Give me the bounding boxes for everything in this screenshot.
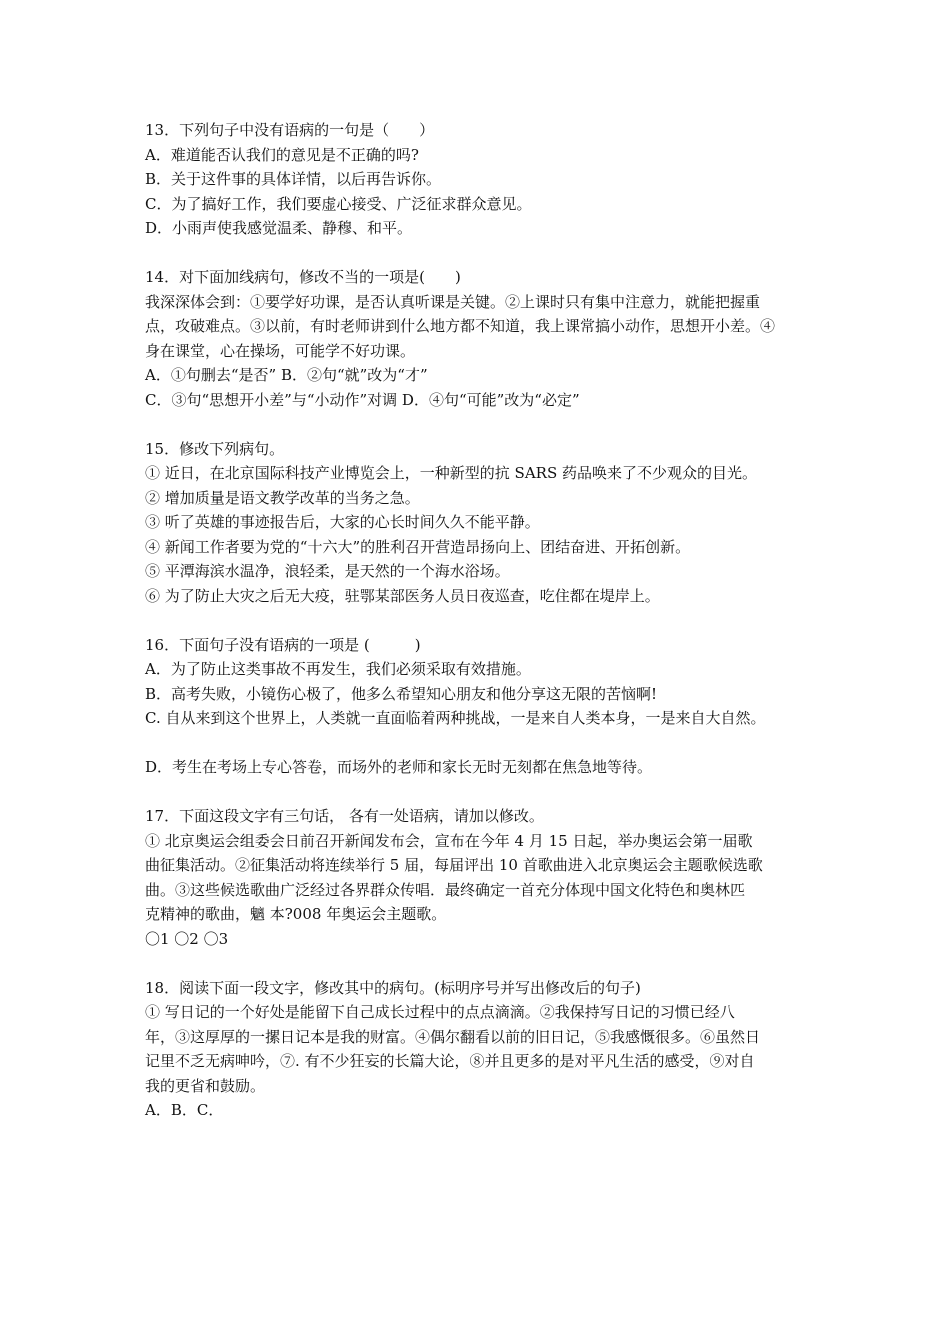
blank-line <box>145 731 835 756</box>
question-17-passage-line: ① 北京奥运会组委会日前召开新闻发布会，宣布在今年 4 月 15 日起，举办奥运会第一届歌 <box>145 831 753 850</box>
question-16-option-d: D．考生在考场上专心答卷，而场外的老师和家长无时无刻都在焦急地等待。 <box>145 758 653 776</box>
question-14-passage-line: 点，攻破难点。③以前，有时老师讲到什么地方都不知道，我上课常搞小动作，思想开小差。④ <box>145 317 776 335</box>
question-17-stem: 17．下面这段文字有三句话， 各有一处语病，请加以修改。 <box>145 807 544 825</box>
question-18-passage-line: 年，③这厚厚的一摞日记本是我的财富。④偶尔翻看以前的旧日记，⑤我感慨很多。⑥虽然日 <box>145 1027 761 1046</box>
question-14-stem: 14．对下面加线病句，修改不当的一项是( ) <box>145 268 461 286</box>
question-16-option-b: B．高考失败，小镜伤心极了，他多么希望知心朋友和他分享这无限的苦恼啊! <box>145 684 658 703</box>
question-17-passage-line: 克精神的歌曲，魑 本?008 年奥运会主题歌。 <box>145 905 447 923</box>
question-15 <box>145 437 835 609</box>
question-15-item: ④ 新闻工作者要为党的“十六大”的胜利召开营造昂扬向上、团结奋进、开拓创新。 <box>145 537 691 556</box>
question-16 <box>145 633 835 780</box>
question-13 <box>145 118 835 241</box>
question-18-passage-line: ① 写日记的一个好处是能留下自己成长过程中的点点滴滴。②我保持写日记的习惯已经八 <box>145 1003 735 1021</box>
question-16-stem: 16．下面句子没有语病的一项是 ( ) <box>145 635 421 654</box>
question-18-passage-line: 我的更省和鼓励。 <box>145 1076 266 1095</box>
question-13-option-c: C．为了搞好工作，我们要虚心接受、广泛征求群众意见。 <box>145 194 532 213</box>
question-17-passage-line: 曲征集活动。②征集活动将连续举行 5 届，每届评出 10 首歌曲进入北京奥运会主题歌候选歌 <box>145 856 763 874</box>
question-13-option-d: D．小雨声使我感觉温柔、静穆、和平。 <box>145 219 413 237</box>
question-16-option-c: C. 自从来到这个世界上，人类就一直面临着两种挑战，一是来自人类本身，一是来自大自然。 <box>145 709 766 727</box>
question-15-item: ③ 听了英雄的事迹报告后，大家的心长时间久久不能平静。 <box>145 513 540 531</box>
question-18-passage-line: 记里不乏无病呻吟，⑦. 有不少狂妄的长篇大论，⑧并且更多的是对平凡生活的感受，⑨对自 <box>145 1052 755 1070</box>
question-17-passage-line: 曲。③这些候选歌曲广泛经过各界群众传唱．最终确定一首充分体现中国文化特色和奥林匹 <box>145 880 746 899</box>
question-14-options-cd: C．③句“思想开小差”与“小动作”对调 D．④句“可能”改为“必定” <box>145 390 580 409</box>
question-18 <box>145 976 835 1123</box>
question-18-stem: 18．阅读下面一段文字，修改其中的病句。(标明序号并写出修改后的句子) <box>145 978 641 997</box>
question-13-option-b: B．关于这件事的具体详情，以后再告诉你。 <box>145 170 442 188</box>
question-15-item: ⑤ 平潭海滨水温净，浪轻柔，是天然的一个海水浴场。 <box>145 562 510 580</box>
question-14-options-ab: A．①句删去“是否” B．②句“就”改为“才” <box>145 366 428 384</box>
question-14-passage-line: 身在课堂，心在操场，可能学不好功课。 <box>145 341 416 360</box>
question-15-item: ① 近日，在北京国际科技产业博览会上，一种新型的抗 SARS 药品唤来了不少观众的目光。 <box>145 464 757 482</box>
question-17 <box>145 804 835 951</box>
question-18-answer-slots: A．B．C． <box>145 1101 224 1119</box>
question-15-item: ⑥ 为了防止大灾之后无大疫，驻鄂某部医务人员日夜巡查，吃住都在堤岸上。 <box>145 586 660 605</box>
question-13-option-a: A．难道能否认我们的意见是不正确的吗? <box>145 145 419 164</box>
document-page <box>145 118 835 1147</box>
question-13-stem: 13．下列句子中没有语病的一句是（ ） <box>145 121 435 139</box>
question-15-stem: 15．修改下列病句。 <box>145 439 285 458</box>
question-14 <box>145 265 835 412</box>
question-16-option-a: A．为了防止这类事故不再发生，我们必须采取有效措施。 <box>145 660 531 678</box>
question-14-passage-line: 我深深体会到：①要学好功课，是否认真听课是关键。②上课时只有集中注意力，就能把握重 <box>145 292 761 311</box>
question-15-item: ② 增加质量是语文教学改革的当务之急。 <box>145 488 420 507</box>
question-17-answer-slots: 〇1 〇2 〇3 <box>145 929 229 948</box>
